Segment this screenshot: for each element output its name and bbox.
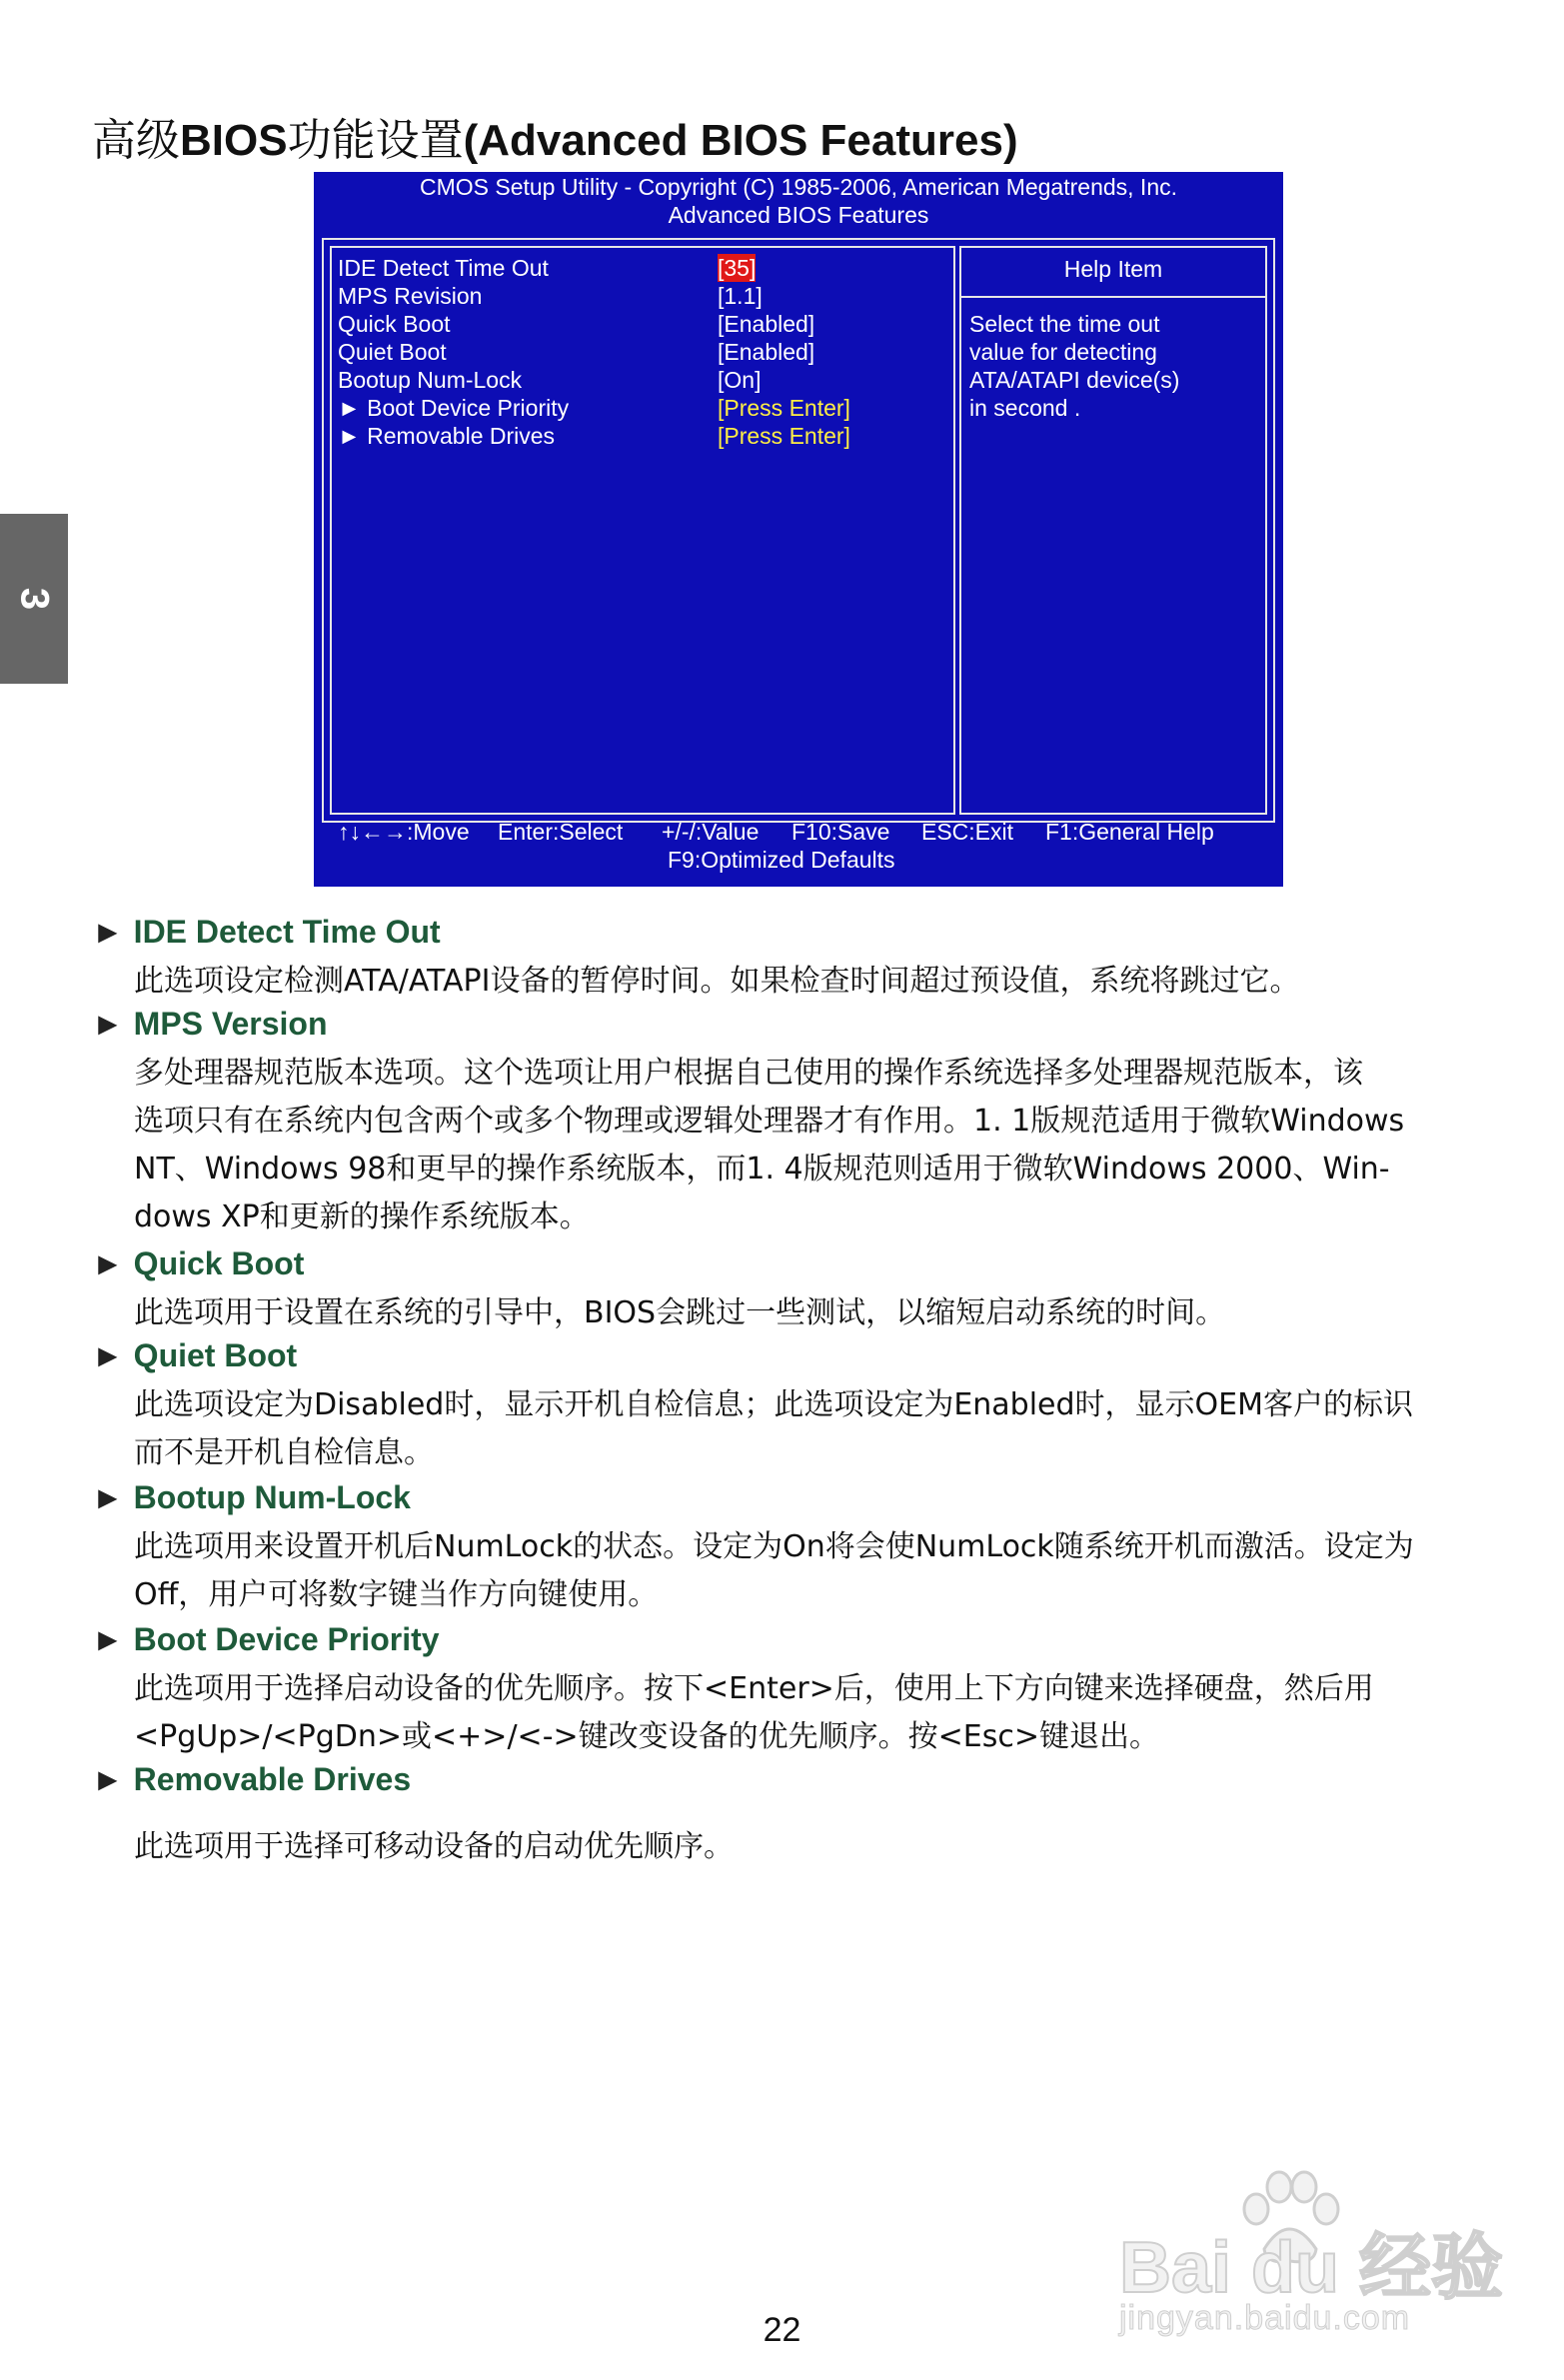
footer-optimized-defaults: F9:Optimized Defaults [668,847,895,873]
watermark-url: jingyan.baidu.com [1119,2299,1411,2337]
bios-item-ide-detect[interactable]: IDE Detect Time Out [338,255,549,281]
bios-value-quick-boot[interactable]: [Enabled] [718,311,815,337]
paragraph-line: 选项只有在系统内包含两个或多个物理或逻辑处理器才有作用。1. 1版规范适用于微软Windows [134,1104,1405,1139]
paragraph-line: dows XP和更新的操作系统版本。 [134,1199,590,1234]
triangle-bullet-icon: ► [92,1006,124,1042]
bios-value-mps-revision[interactable]: [1.1] [718,283,763,309]
section-heading-text: Quick Boot [133,1245,305,1281]
footer-exit: ESC:Exit [921,819,1014,845]
section-heading-text: Quiet Boot [133,1337,298,1373]
paragraph-line: 此选项设定为Disabled时，显示开机自检信息；此选项设定为Enabled时，显示OEM客户的标识 [134,1387,1414,1422]
section-heading-removable-drives [92,1761,411,1798]
paragraph-line: 此选项用于选择可移动设备的启动优先顺序。 [134,1829,734,1864]
chapter-number: 3 [12,587,57,611]
bios-item-quiet-boot[interactable]: Quiet Boot [338,339,447,365]
bios-screen [314,172,1283,887]
triangle-bullet-icon: ► [92,1621,124,1657]
bios-item-boot-device-priority[interactable]: ► Boot Device Priority [338,395,570,421]
section-heading-text: Removable Drives [133,1761,412,1797]
bios-item-quick-boot[interactable]: Quick Boot [338,311,451,337]
triangle-bullet-icon: ► [92,1479,124,1515]
paragraph-line: 此选项用于设置在系统的引导中，BIOS会跳过一些测试，以缩短启动系统的时间。 [134,1295,1226,1330]
section-heading-num-lock [92,1479,411,1516]
bios-header-title: Advanced BIOS Features [668,202,929,228]
bios-value-removable-drives[interactable]: [Press Enter] [718,423,850,449]
paragraph-line: 多处理器规范版本选项。这个选项让用户根据自己使用的操作系统选择多处理器规范版本，该 [134,1056,1363,1091]
section-heading-quiet-boot [92,1337,297,1374]
triangle-bullet-icon: ► [92,1337,124,1373]
section-body-removable-drives [134,1823,1493,1871]
watermark-logo: Bai du 经验 [1119,2228,1504,2308]
page-number: 22 [763,2311,801,2349]
section-heading-text: IDE Detect Time Out [133,914,441,950]
footer-move: ↑↓←→:Move [338,819,470,845]
bios-value-boot-device-priority[interactable]: [Press Enter] [718,395,850,421]
title-bios: BIOS [180,116,288,165]
chapter-tab [0,514,68,684]
section-heading-boot-device-priority [92,1621,440,1658]
help-line-2: value for detecting [969,339,1157,365]
section-heading-quick-boot [92,1245,304,1282]
section-heading-text: Bootup Num-Lock [133,1479,411,1515]
help-line-3: ATA/ATAPI device(s) [969,367,1180,393]
footer-value: +/-/:Value [662,819,760,845]
paragraph-line: Off，用户可将数字键当作方向键使用。 [134,1577,659,1612]
triangle-bullet-icon: ► [92,914,124,950]
help-line-1: Select the time out [969,311,1160,337]
section-body-quiet-boot [134,1381,1493,1477]
paragraph-line: <PgUp>/<PgDn>或<+>/<->键改变设备的优先顺序。按<Esc>键退出。 [134,1719,1160,1754]
bios-item-mps-revision[interactable]: MPS Revision [338,283,483,309]
section-body-boot-device-priority [134,1665,1493,1761]
section-body-mps-version [134,1050,1493,1241]
bios-item-removable-drives[interactable]: ► Removable Drives [338,423,556,449]
triangle-bullet-icon: ► [92,1761,124,1797]
footer-save: F10:Save [791,819,890,845]
section-heading-mps-version [92,1006,328,1043]
paragraph-line: 而不是开机自检信息。 [134,1435,434,1470]
section-heading-ide-detect [92,914,441,951]
help-title: Help Item [1063,256,1163,282]
paragraph-line: 此选项设定检测ATA/ATAPI设备的暂停时间。如果检查时间超过预设值，系统将跳过它。 [134,964,1300,999]
footer-select: Enter:Select [498,819,624,845]
title-cn-prefix: 高级 [92,115,180,166]
section-body-quick-boot [134,1289,1493,1337]
footer-general-help: F1:General Help [1045,819,1214,845]
section-heading-text: MPS Version [133,1006,328,1042]
bios-value-ide-detect[interactable]: [35] [718,255,757,281]
page-title [92,104,1018,168]
paragraph-line: NT、Windows 98和更早的操作系统版本，而1. 4版规范则适用于微软Windows 2000、Win- [134,1152,1390,1187]
bios-value-quiet-boot[interactable]: [Enabled] [718,339,815,365]
paragraph-line: 此选项用来设置开机后NumLock的状态。设定为On将会使NumLock随系统开机而激活。设定为 [134,1529,1414,1564]
paragraph-line: 此选项用于选择启动设备的优先顺序。按下<Enter>后，使用上下方向键来选择硬盘，然后用 [134,1671,1374,1706]
triangle-bullet-icon: ► [92,1245,124,1281]
section-body-num-lock [134,1523,1493,1619]
bios-value-num-lock[interactable]: [On] [718,367,762,393]
baidu-watermark [1119,2169,1504,2359]
bios-header-copyright: CMOS Setup Utility - Copyright (C) 1985-2006, American Megatrends, Inc. [419,174,1178,200]
section-heading-text: Boot Device Priority [133,1621,440,1657]
help-line-4: in second . [969,395,1081,421]
bios-item-num-lock[interactable]: Bootup Num-Lock [338,367,523,393]
title-cn-suffix: 功能设置 [287,115,464,166]
section-body-ide-detect [134,958,1493,1006]
help-divider [959,296,1267,298]
title-en: (Advanced BIOS Features) [463,116,1018,165]
